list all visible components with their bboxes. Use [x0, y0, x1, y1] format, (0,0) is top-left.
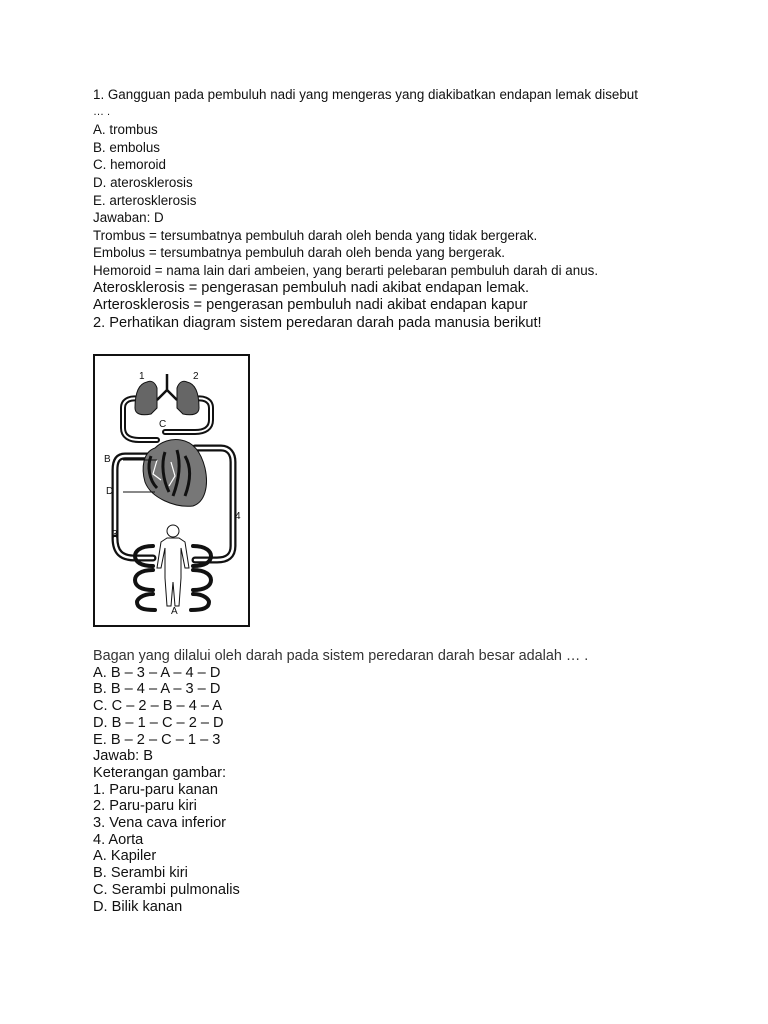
label-3: 3 [112, 529, 118, 540]
heart-icon [143, 439, 206, 506]
label-d: D [106, 486, 114, 497]
question-2 [93, 648, 693, 915]
q2-option-c: C. C – 2 – B – 4 – A [93, 698, 222, 715]
circulation-diagram-svg [95, 356, 248, 625]
explanation-aterosklerosis: Aterosklerosis = pengerasan pembuluh nadi akibat endapan lemak. [93, 279, 530, 296]
q2-option-e: E. B – 2 – C – 1 – 3 [93, 731, 221, 748]
q2-option-b: B. B – 4 – A – 3 – D [93, 681, 221, 698]
legend-item: 4. Aorta [93, 831, 144, 848]
answer: Jawaban: D [93, 210, 164, 226]
explanation-hemoroid: Hemoroid = nama lain dari ambeien, yang berarti pelebaran pembuluh darah di anus. [93, 262, 599, 278]
explanation-trombus: Trombus = tersumbatnya pembuluh darah oleh benda yang tidak bergerak. [93, 227, 538, 243]
legend-title: Keterangan gambar: [93, 764, 227, 781]
question-1 [93, 86, 693, 332]
legend-item: A. Kapiler [93, 848, 157, 865]
human-body-icon [157, 525, 189, 606]
option-c: C. hemoroid [93, 157, 166, 173]
option-d: D. aterosklerosis [93, 174, 193, 190]
option-a: A. trombus [93, 122, 158, 138]
label-c: C [159, 419, 167, 430]
question-1-text-cont: … . [93, 105, 111, 118]
question-2-text: 2. Perhatikan diagram sistem peredaran darah pada manusia berikut! [93, 314, 542, 331]
explanation-embolus: Embolus = tersumbatnya pembuluh darah oleh benda yang bergerak. [93, 245, 506, 261]
legend-item: D. Bilik kanan [93, 898, 183, 915]
explanation-arterosklerosis: Arterosklerosis = pengerasan pembuluh nadi akibat endapan kapur [93, 297, 528, 314]
legend-item: 3. Vena cava inferior [93, 815, 227, 832]
label-a: A [171, 606, 178, 617]
q2-answer: Jawab: B [93, 748, 154, 765]
q2-option-d: D. B – 1 – C – 2 – D [93, 714, 224, 731]
legend-item: C. Serambi pulmonalis [93, 881, 240, 898]
option-e: E. arterosklerosis [93, 192, 197, 208]
lungs-icon [135, 374, 199, 415]
label-b: B [104, 454, 111, 465]
circulation-diagram [93, 354, 250, 627]
label-2: 2 [193, 371, 199, 382]
question-1-text: 1. Gangguan pada pembuluh nadi yang mengeras yang diakibatkan endapan lemak disebut [93, 87, 638, 102]
question-2-stem: Bagan yang dilalui oleh darah pada sistem peredaran darah besar adalah … . [93, 648, 589, 664]
option-b: B. embolus [93, 139, 160, 155]
legend-item: 2. Paru-paru kiri [93, 798, 197, 815]
legend-item: B. Serambi kiri [93, 865, 188, 882]
label-1: 1 [139, 371, 145, 382]
legend-item: 1. Paru-paru kanan [93, 781, 218, 798]
label-4: 4 [235, 511, 241, 522]
q2-option-a: A. B – 3 – A – 4 – D [93, 664, 221, 681]
